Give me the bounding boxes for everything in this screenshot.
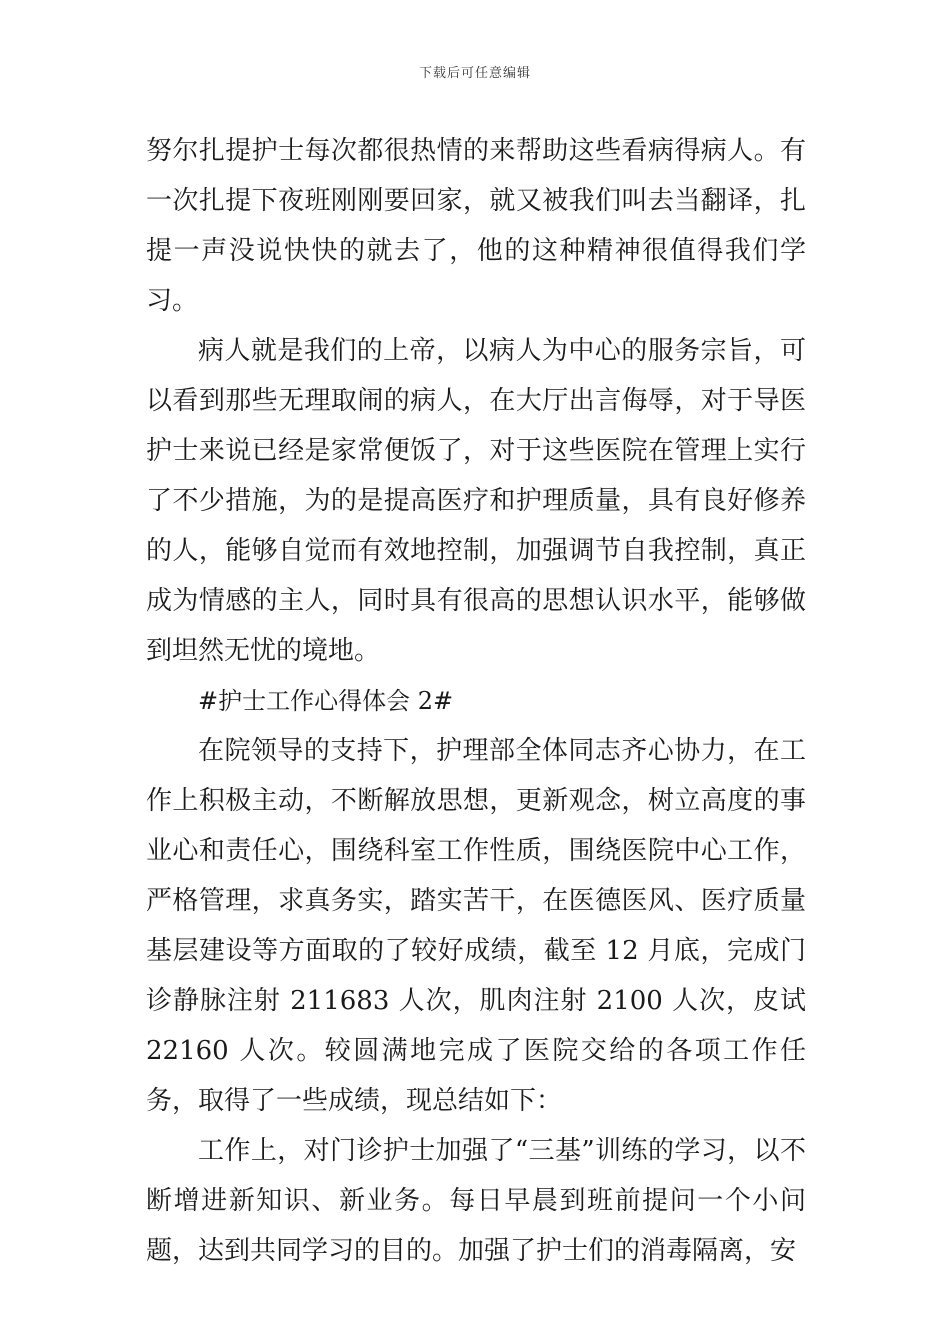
- page-header: 下载后可任意编辑: [418, 66, 531, 81]
- document-body: [146, 126, 806, 1276]
- section-heading: #护士工作心得体会 2#: [198, 687, 454, 715]
- paragraph-3: 在院领导的支持下，护理部全体同志齐心协力，在工作上积极主动，不断解放思想，更新观念，树立高度的事业心和责任心，围绕科室工作性质，围绕医院中心工作，严格管理，求真务实，踏实苦干，在医德医风、医疗质量基层建设等方面取的了较好成绩，截至 12 月底，完成门诊静脉注射 211683 人次，肌肉注射 2100 人次，皮试 22160 人次。较圆满地完成了医院交给的各项工作任务，取得了一些成绩，现总结如下：: [146, 736, 806, 1116]
- paragraph-2: 病人就是我们的上帝，以病人为中心的服务宗旨，可以看到那些无理取闹的病人，在大厅出言侮辱，对于导医护士来说已经是家常便饭了，对于这些医院在管理上实行了不少措施，为的是提高医疗和护理质量，具有良好修养的人，能够自觉而有效地控制，加强调节自我控制，真正成为情感的主人，同时具有很高的思想认识水平，能够做到坦然无忧的境地。: [146, 336, 806, 666]
- paragraph-4: 工作上，对门诊护士加强了“三基”训练的学习，以不断增进新知识、新业务。每日早晨到班前提问一个小问题，达到共同学习的目的。加强了护士们的消毒隔离，安: [146, 1136, 806, 1266]
- paragraph-1: 努尔扎提护士每次都很热情的来帮助这些看病得病人。有一次扎提下夜班刚刚要回家，就又被我们叫去当翻译，扎提一声没说快快的就去了，他的这种精神很值得我们学习。: [146, 136, 806, 316]
